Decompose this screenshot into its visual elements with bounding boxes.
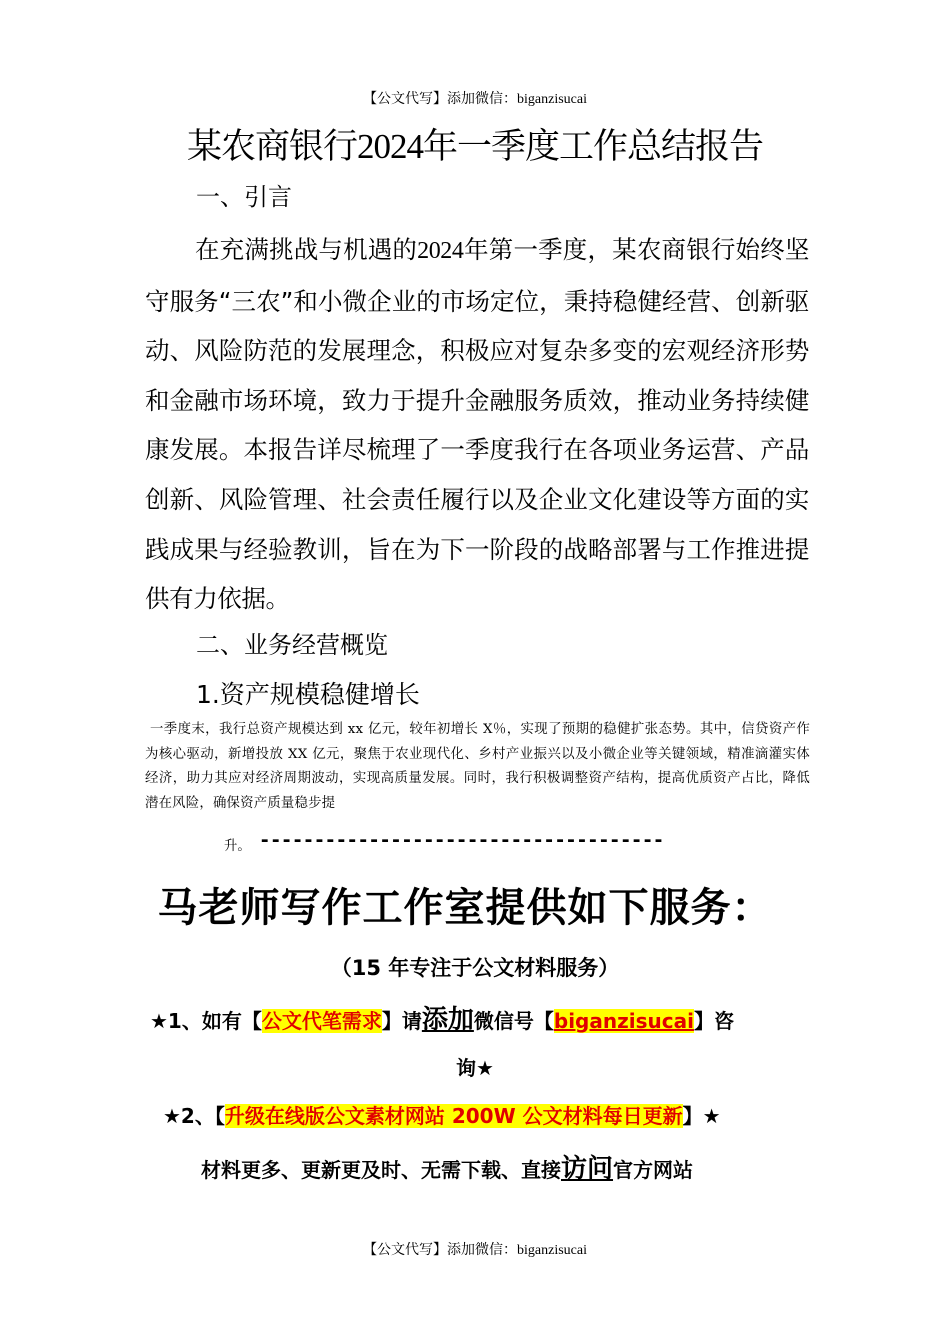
promo-item-3-text: 材料更多、更新更及时、无需下载、直接 — [201, 1158, 561, 1182]
document-title — [0, 122, 950, 172]
subsection-heading-assets: 1.资产规模稳健增长 — [196, 680, 420, 709]
promo-item-1-text-2: 微信号【 — [473, 1009, 554, 1033]
assets-paragraph: 一季度末，我行总资产规模达到 xx 亿元，较年初增长 X％，实现了预期的稳健扩张态势。其中，信贷资产作为核心驱动，新增投放 XX 亿元，聚焦于农业现代化、乡村产业振兴以及小微企业等关键领域，精准滴灌实体经济，助力其应对经济周期波动，实现高质量发展。同时，我行积极调整资产结构，提高优质资产占比，降低潜在风险，确保资产质量稳步提 — [145, 722, 810, 811]
promo-item-1-highlight: 公文代笔需求 — [261, 1009, 382, 1033]
promo-item-2-suffix: 】★ — [682, 1104, 721, 1128]
header-label: 【公文代写】添加微信： — [363, 91, 517, 107]
title-text-pre: 某农商银行 — [186, 127, 357, 167]
page-footer — [0, 1240, 950, 1261]
promo-item-3 — [201, 1153, 693, 1186]
section-heading-overview: 二、业务经营概览 — [196, 631, 388, 659]
promo-visit-link[interactable]: 访问 — [561, 1154, 614, 1184]
promo-item-2-highlight: 升级在线版公文素材网站 200W 公文材料每日更新 — [224, 1104, 683, 1128]
title-text-post: 年一季度工作总结报告 — [423, 127, 764, 167]
footer-label: 【公文代写】添加微信： — [363, 1242, 517, 1258]
assets-paragraph-end: 升。 — [224, 839, 251, 854]
promo-wechat-link[interactable]: biganzisucai — [553, 1009, 694, 1033]
separator-line: ------------------------------------- — [259, 829, 664, 851]
promo-title: 马老师写作工作室提供如下服务： — [157, 885, 773, 931]
footer-wechat: biganzisucai — [517, 1243, 587, 1258]
intro-year: 2024 — [417, 238, 464, 264]
promo-item-1-prefix: ★1、如有【 — [150, 1009, 262, 1033]
promo-subtitle: （15 年专注于公文材料服务） — [330, 956, 620, 980]
promo-item-3-suffix: 官方网站 — [613, 1158, 694, 1182]
section-heading-intro: 一、引言 — [196, 183, 292, 211]
intro-paragraph — [145, 225, 809, 624]
promo-item-1-text: 】请 — [381, 1009, 422, 1033]
promo-item-1-suffix: 】咨 — [693, 1009, 734, 1033]
promo-item-1 — [150, 1004, 734, 1037]
promo-item-1-cont: 询★ — [456, 1056, 494, 1080]
page-header — [0, 89, 950, 110]
header-wechat: biganzisucai — [517, 92, 587, 107]
intro-text-post: 年第一季度，某农商银行始终坚守服务“三农”和小微企业的市场定位，秉持稳健经营、创新驱动、风险防范的发展理念，积极应对复杂多变的宏观经济形势和金融市场环境，致力于提升金融服务质效，推动业务持续健康发展。本报告详尽梳理了一季度我行在各项业务运营、产品创新、风险管理、社会责任履行以及企业文化建设等方面的实践成果与经验教训，旨在为下一阶段的战略部署与工作推进提供有力依据。 — [145, 235, 809, 614]
title-year: 2024 — [357, 127, 423, 166]
promo-item-1-add: 添加 — [421, 1005, 474, 1035]
intro-text-pre: 在充满挑战与机遇的 — [195, 235, 418, 264]
promo-item-2-prefix: ★2、【 — [163, 1104, 225, 1128]
promo-item-2 — [163, 1100, 721, 1132]
